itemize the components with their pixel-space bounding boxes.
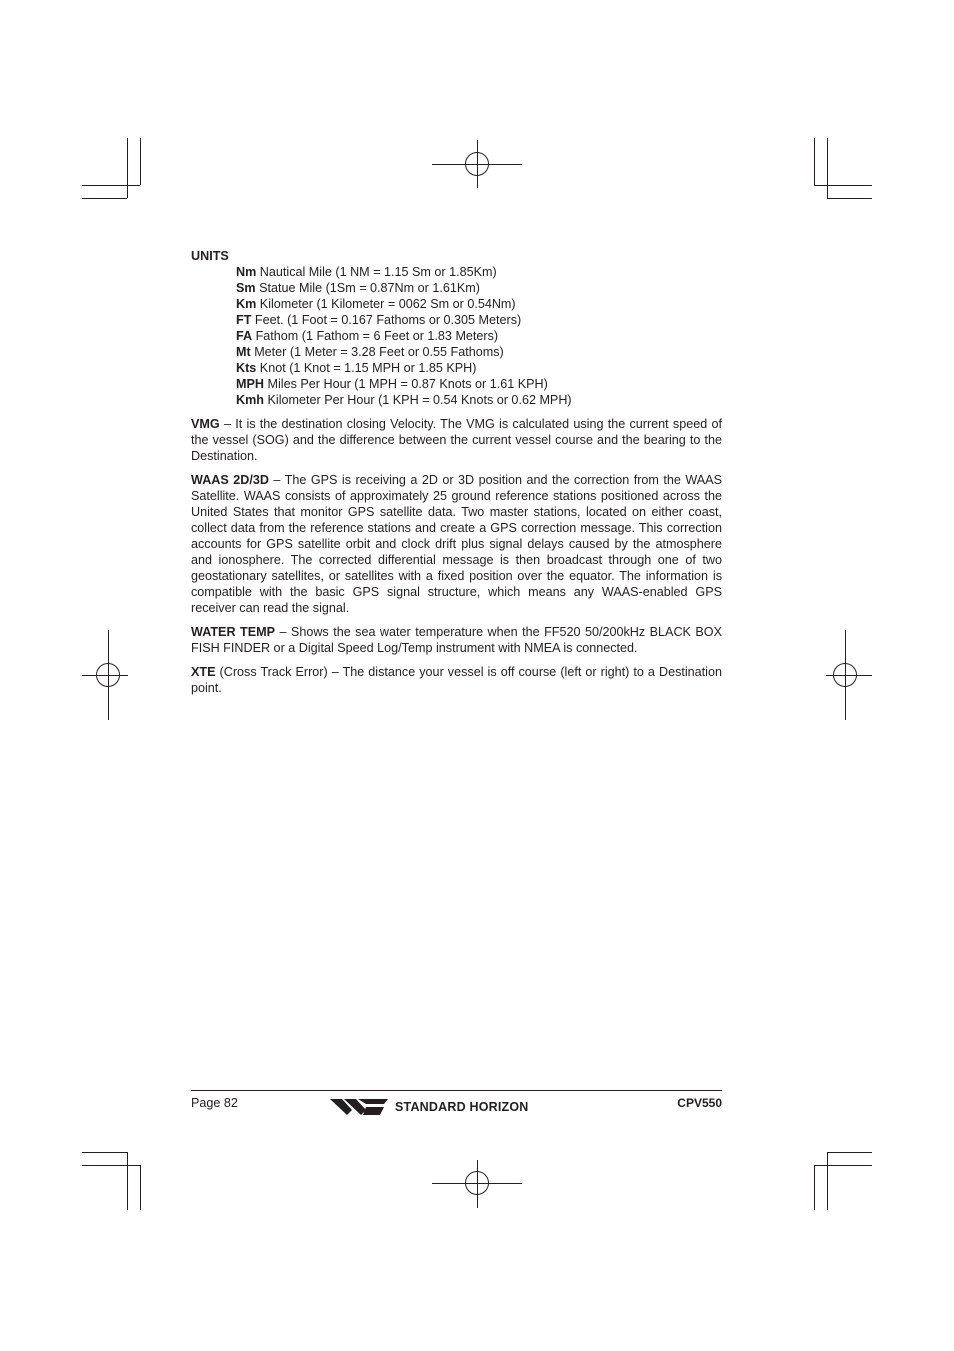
unit-abbr: Kts bbox=[236, 361, 257, 375]
xte-text: (Cross Track Error) – The distance your vessel is off course (left or right) to a Destination point. bbox=[191, 665, 722, 695]
unit-item bbox=[236, 264, 722, 280]
waas-paragraph bbox=[191, 472, 722, 616]
unit-item bbox=[236, 344, 722, 360]
water-temp-text: – Shows the sea water temperature when the FF520 50/200kHz BLACK BOX FISH FINDER or a Digital Speed Log/Temp instrument with NMEA is connected. bbox=[191, 625, 722, 655]
unit-desc: Statue Mile (1Sm = 0.87Nm or 1.61Km) bbox=[259, 281, 480, 295]
unit-item bbox=[236, 392, 722, 408]
unit-desc: Kilometer Per Hour (1 KPH = 0.54 Knots or 0.62 MPH) bbox=[267, 393, 572, 407]
unit-abbr: MPH bbox=[236, 377, 264, 391]
unit-item bbox=[236, 312, 722, 328]
unit-abbr: Mt bbox=[236, 345, 251, 359]
unit-desc: Fathom (1 Fathom = 6 Feet or 1.83 Meters) bbox=[255, 329, 499, 343]
unit-item bbox=[236, 360, 722, 376]
unit-desc: Kilometer (1 Kilometer = 0062 Sm or 0.54Nm) bbox=[259, 297, 516, 311]
unit-desc: Miles Per Hour (1 MPH = 0.87 Knots or 1.61 KPH) bbox=[267, 377, 548, 391]
brand-logo bbox=[330, 1097, 529, 1117]
vmg-paragraph bbox=[191, 416, 722, 464]
unit-abbr: FA bbox=[236, 329, 253, 343]
unit-abbr: Kmh bbox=[236, 393, 264, 407]
xte-term: XTE bbox=[191, 665, 216, 679]
model-number: CPV550 bbox=[677, 1096, 722, 1110]
unit-desc: Nautical Mile (1 NM = 1.15 Sm or 1.85Km) bbox=[259, 265, 497, 279]
vmg-term: VMG bbox=[191, 417, 220, 431]
waas-term: WAAS 2D/3D bbox=[191, 473, 269, 487]
unit-item bbox=[236, 328, 722, 344]
waas-text: – The GPS is receiving a 2D or 3D position and the correction from the WAAS Satellite. WAAS consists of approximately 25 ground reference stations positioned across the United States that monitor GPS satellite data. Two master stations, located on either coast, collect data from the reference stations and create a GPS correction message. This correction accounts for GPS satellite orbit and clock drift plus signal delays caused by the atmosphere and ionosphere. The corrected differential message is then broadcast through one of two geostationary satellites, or satellites with a fixed position over the equator. The information is compatible with the basic GPS signal structure, which means any WAAS-enabled GPS receiver can read the signal. bbox=[191, 473, 722, 615]
xte-paragraph bbox=[191, 664, 722, 696]
units-heading: UNITS bbox=[191, 249, 229, 263]
water-temp-term: WATER TEMP bbox=[191, 625, 275, 639]
unit-abbr: Nm bbox=[236, 265, 257, 279]
water-temp-paragraph bbox=[191, 624, 722, 656]
page-content bbox=[191, 248, 722, 696]
unit-desc: Feet. (1 Foot = 0.167 Fathoms or 0.305 Meters) bbox=[254, 313, 522, 327]
vmg-text: – It is the destination closing Velocity. The VMG is calculated using the current speed of the vessel (SOG) and the difference between the current vessel course and the bearing to the Destination. bbox=[191, 417, 722, 463]
unit-item bbox=[236, 376, 722, 392]
page-number: Page 82 bbox=[191, 1096, 238, 1110]
unit-abbr: Sm bbox=[236, 281, 256, 295]
unit-desc: Meter (1 Meter = 3.28 Feet or 0.55 Fathoms) bbox=[254, 345, 504, 359]
brand-mark-icon bbox=[330, 1098, 390, 1116]
footer-rule bbox=[191, 1090, 722, 1091]
units-list bbox=[236, 264, 722, 408]
brand-name: STANDARD HORIZON bbox=[395, 1100, 529, 1114]
unit-item bbox=[236, 296, 722, 312]
unit-item bbox=[236, 280, 722, 296]
unit-abbr: Km bbox=[236, 297, 257, 311]
unit-desc: Knot (1 Knot = 1.15 MPH or 1.85 KPH) bbox=[259, 361, 477, 375]
unit-abbr: FT bbox=[236, 313, 252, 327]
